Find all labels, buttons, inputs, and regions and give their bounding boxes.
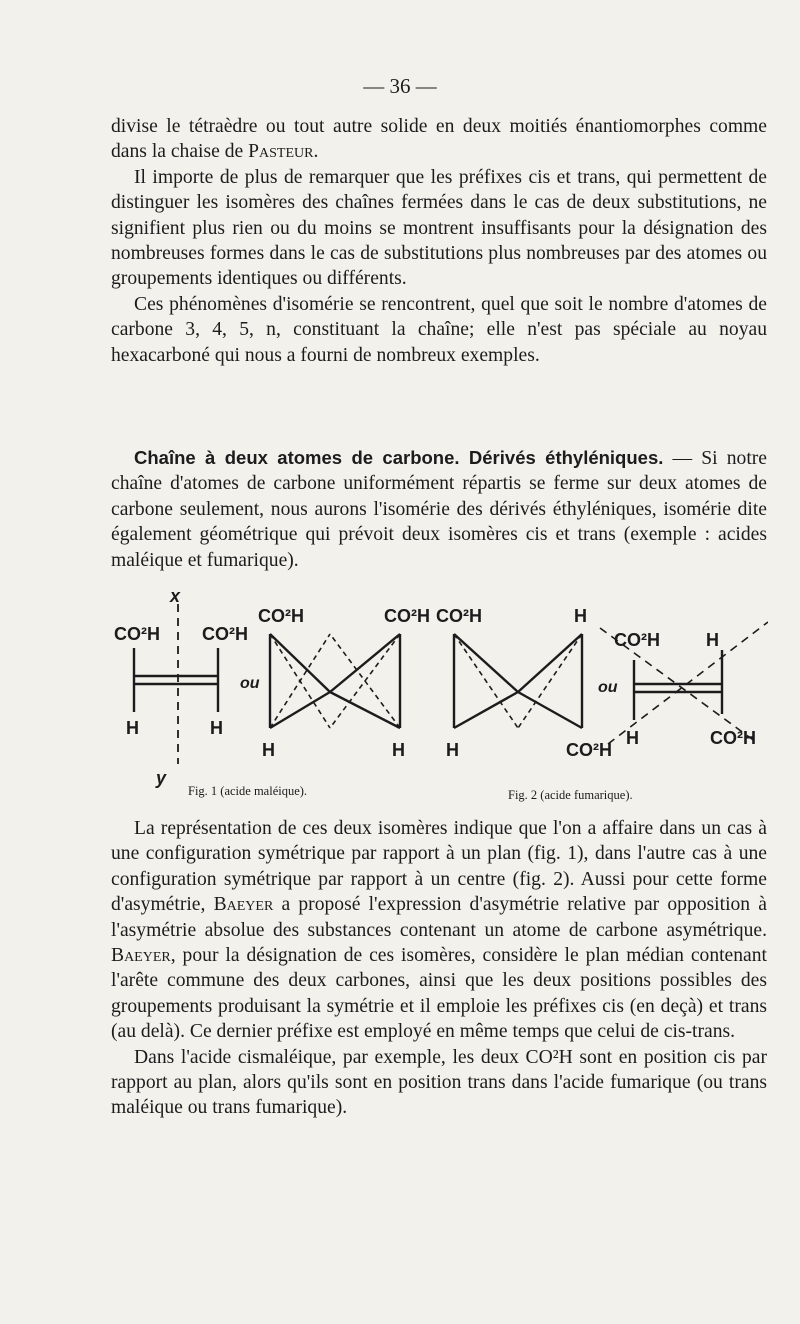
label-x: x (170, 588, 181, 606)
paragraph-text: a proposé l'expression d'asymétrie relative par opposition à l'asymétrie absolue des substances contenant un atome de carbone asymétrique. (111, 894, 767, 941)
paragraph-continuation (111, 114, 767, 165)
paragraph-text: divise le tétraèdre ou tout autre solide en deux moitiés énantiomorphes comme dans la chaise de (111, 116, 767, 163)
paragraph-end: . (313, 141, 319, 163)
label-h: H (126, 718, 139, 738)
label-y: y (156, 768, 167, 788)
paragraph-prefixes: Il importe de plus de remarquer que les préfixes cis et trans, qui permettent de distinguer les isomères des chaînes fermées dans le cas de deux substitutions, ne signifient plus rien ou du moins se montrent insuffisants pour la désignation des nombreuses formes dans le cas de substitutions plus nombreuses par des atomes ou groupements identiques ou différents. (111, 166, 767, 290)
label-h: H (262, 740, 275, 760)
label-ou: ou (240, 675, 260, 692)
page-number: — 36 — (363, 74, 437, 98)
paragraph-text: La représentation de ces deux isomères indique que l'on a affaire dans un cas à une configuration symétrique par rapport à un plan (fig. 1), dans l'autre cas à une configuration symétrique par rapport à un centre (fig. 2). Aussi pour cette forme d'asymétrie, (111, 818, 767, 916)
label-ou: ou (598, 679, 618, 696)
text-block-middle (111, 445, 767, 573)
bond-line (518, 634, 582, 728)
figure-1-caption: Fig. 1 (acide maléique). (188, 784, 308, 798)
label-co2h: CO²H (202, 624, 248, 644)
label-co2h: CO²H (566, 740, 612, 760)
author-name-pasteur: Pasteur (248, 141, 314, 163)
bond-line (330, 634, 400, 692)
paragraph-ethylenic (111, 445, 767, 573)
bond-line (270, 692, 330, 728)
label-h: H (392, 740, 405, 760)
label-co2h: CO²H (384, 606, 430, 626)
label-h: H (446, 740, 459, 760)
label-h: H (210, 718, 223, 738)
section-heading: Chaîne à deux atomes de carbone. Dérivés éthyléniques. (134, 447, 664, 468)
bond-line (454, 634, 518, 692)
paragraph-representation (111, 816, 767, 1045)
bond-line (518, 692, 582, 728)
text-block-bottom (111, 816, 767, 1121)
label-co2h: CO²H (114, 624, 160, 644)
label-co2h: CO²H (614, 630, 660, 650)
author-name-baeyer: Baeyer (213, 894, 274, 916)
figure-area (108, 588, 768, 808)
bond-line (518, 634, 582, 692)
label-co2h: CO²H (436, 606, 482, 626)
figure-2-caption: Fig. 2 (acide fumarique). (508, 788, 633, 802)
paragraph-isomerism: Ces phénomènes d'isomérie se rencontrent, quel que soit le nombre d'atomes de carbone 3, 4, 5, n, constituant la chaîne; elle n'est pas spéciale au noyau hexacarboné qui nous a fourni de nombreux exemples. (111, 293, 767, 366)
label-co2h: CO²H (258, 606, 304, 626)
bond-line (454, 634, 518, 728)
label-h: H (574, 606, 587, 626)
text-block-top (111, 114, 767, 368)
label-h: H (706, 630, 719, 650)
bond-line (270, 634, 330, 692)
author-name-baeyer: Baeyer (111, 945, 171, 967)
paragraph-text: — Si notre chaîne d'atomes de carbone uniformément répartis se ferme sur deux atomes de carbone seulement, nous aurons l'isomérie des dérivés éthyléniques, isomérie dite également géométrique qui prévoit deux isomères cis et trans (exemple : acides maléique et fumarique). (111, 448, 768, 571)
bond-line (454, 692, 518, 728)
paragraph-text: , pour la désignation de ces isomères, considère le plan médian contenant l'arête commune des deux carbones, ainsi que les deux positions possibles des groupements produisant la symétrie et il emploie les préfixes cis (en deçà) et trans (au delà). Ce dernier préfixe est employé en même temps que celui de cis-trans. (111, 945, 767, 1043)
label-co2h: CO²H (710, 728, 756, 748)
paragraph-cismaleic: Dans l'acide cismaléique, par exemple, les deux CO²H sont en position cis par rapport au plan, alors qu'ils sont en position trans dans l'acide fumarique (ou trans maléique ou trans fumarique). (111, 1046, 767, 1119)
label-h: H (626, 728, 639, 748)
stereo-figures (108, 588, 768, 808)
bond-line (330, 692, 400, 728)
